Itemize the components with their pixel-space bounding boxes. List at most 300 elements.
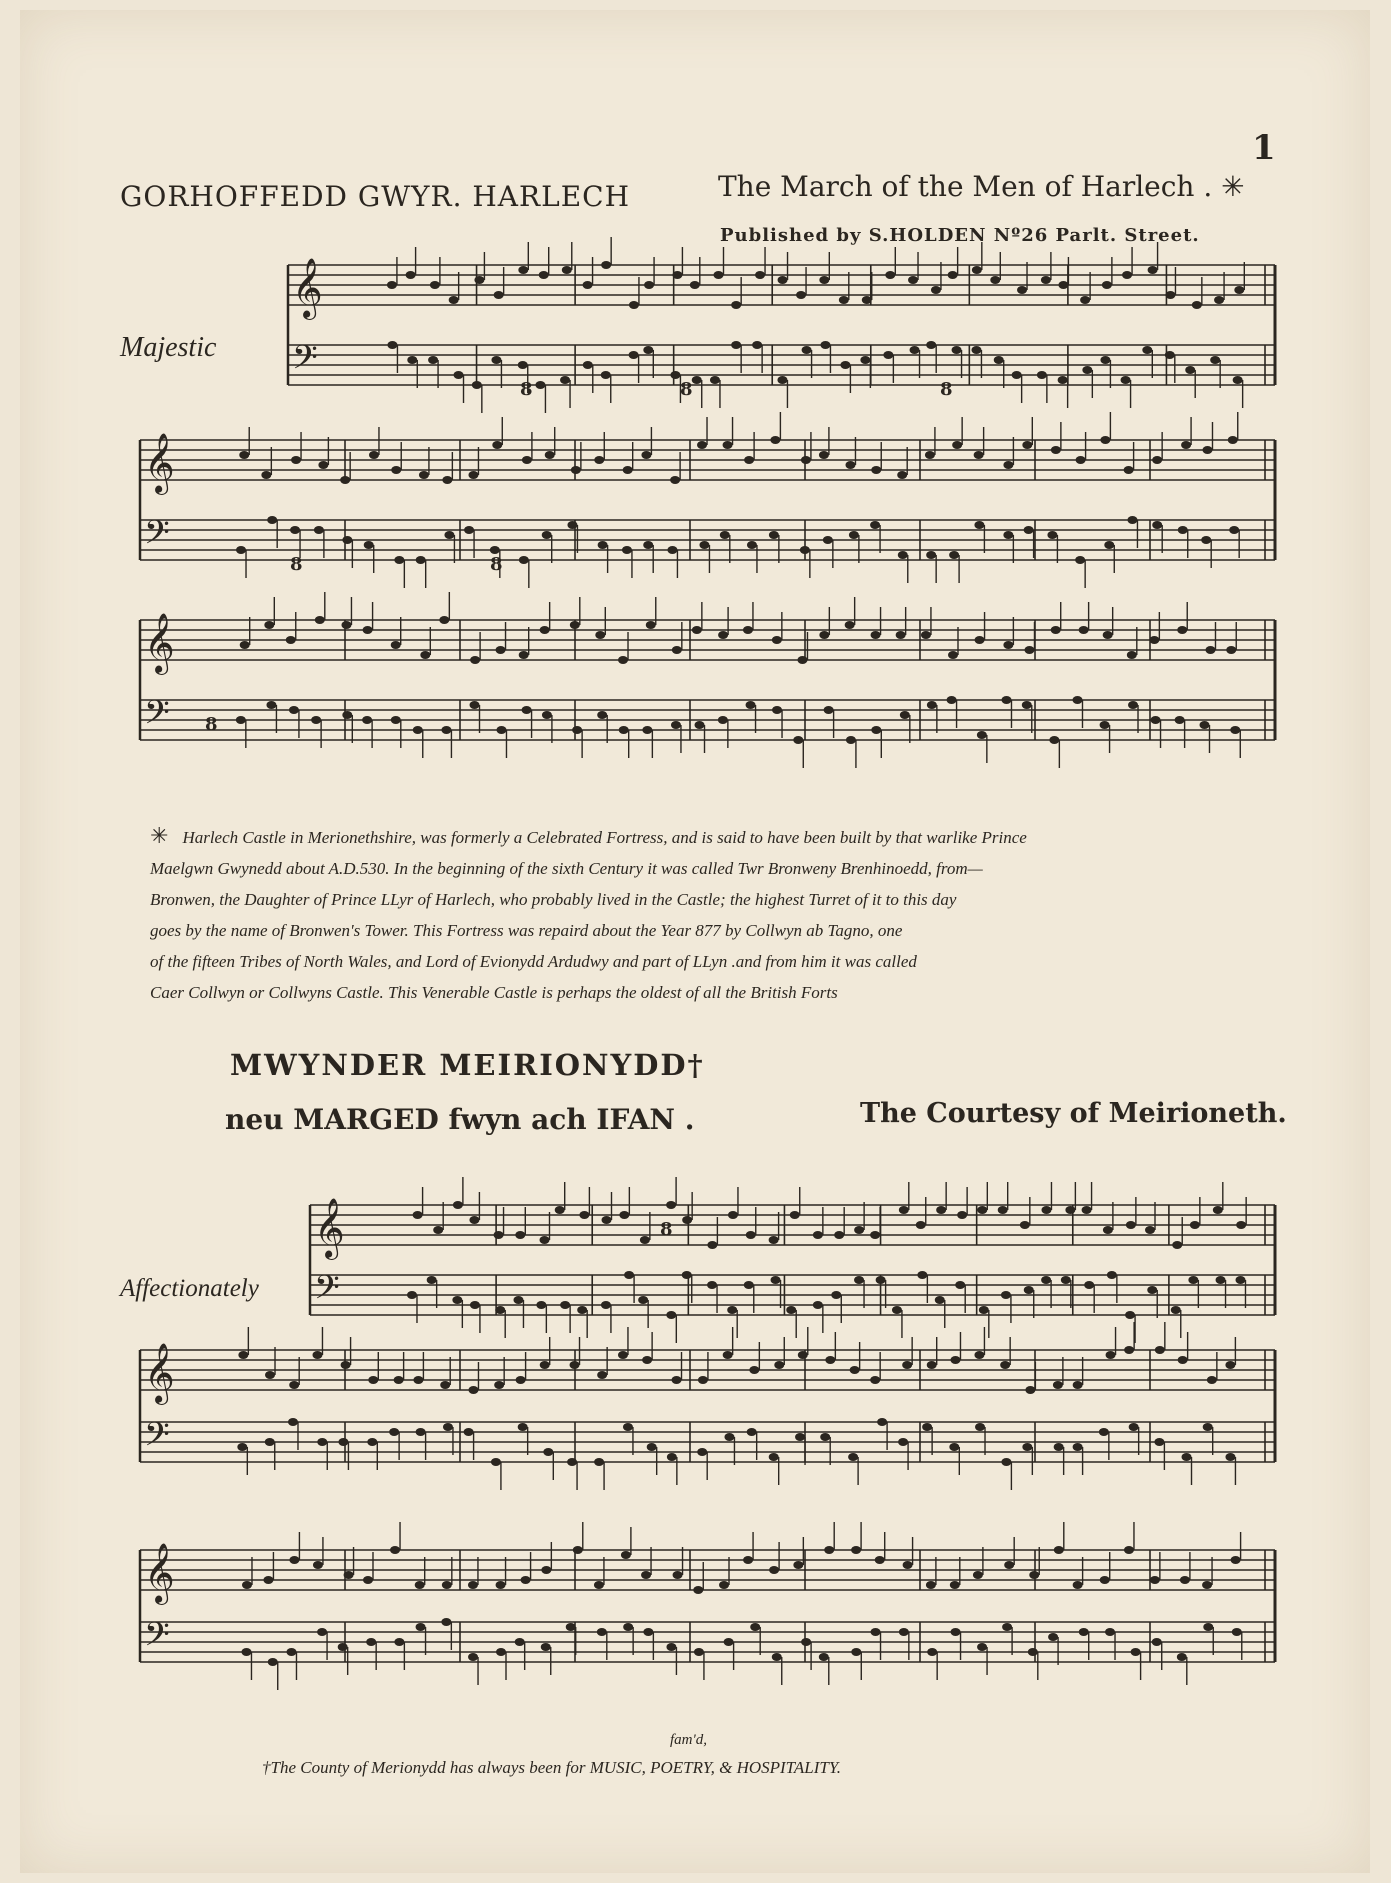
notehead bbox=[896, 631, 906, 639]
notehead bbox=[870, 1231, 880, 1239]
notehead bbox=[642, 1356, 652, 1364]
notehead bbox=[619, 1211, 629, 1219]
notehead bbox=[1207, 1376, 1217, 1384]
notehead bbox=[883, 351, 893, 359]
notehead bbox=[840, 361, 850, 369]
notehead bbox=[237, 1443, 247, 1451]
notehead bbox=[543, 1448, 553, 1456]
welsh-title: GORHOFFEDD GWYR. HARLECH bbox=[120, 180, 630, 213]
footnote-line: of the fifteen Tribes of North Wales, and Lord of Evionydd Ardudwy and part of LLyn .and from him it was called bbox=[150, 952, 917, 971]
notehead bbox=[594, 456, 604, 464]
notehead bbox=[643, 541, 653, 549]
notehead bbox=[545, 451, 555, 459]
notehead bbox=[697, 1448, 707, 1456]
notehead bbox=[1076, 456, 1086, 464]
notehead bbox=[577, 1306, 587, 1314]
notehead bbox=[990, 276, 1000, 284]
notehead bbox=[289, 1381, 299, 1389]
notehead bbox=[1128, 701, 1138, 709]
notehead bbox=[862, 296, 872, 304]
notehead bbox=[440, 1381, 450, 1389]
notehead bbox=[719, 1581, 729, 1589]
notehead bbox=[1002, 1623, 1012, 1631]
notehead bbox=[496, 1581, 506, 1589]
notehead bbox=[1100, 1576, 1110, 1584]
notehead bbox=[1202, 1581, 1212, 1589]
notehead bbox=[718, 631, 728, 639]
footnote-line: Bronwen, the Daughter of Prince LLyr of Harlech, who probably lived in the Castle; the highest Turret of it to this day bbox=[150, 890, 957, 909]
notehead bbox=[793, 736, 803, 744]
notehead bbox=[496, 1648, 506, 1656]
notehead bbox=[567, 1458, 577, 1466]
notehead bbox=[1148, 266, 1158, 274]
notehead bbox=[416, 1428, 426, 1436]
notehead bbox=[641, 451, 651, 459]
tempo-marking-affectionately: Affectionately bbox=[120, 1275, 259, 1302]
notehead bbox=[340, 476, 350, 484]
notehead bbox=[1152, 1638, 1162, 1646]
notehead bbox=[453, 1201, 463, 1209]
notehead bbox=[638, 1296, 648, 1304]
notehead bbox=[433, 1226, 443, 1234]
notehead bbox=[1165, 291, 1175, 299]
notehead bbox=[494, 291, 504, 299]
notehead bbox=[728, 1211, 738, 1219]
notehead bbox=[972, 266, 982, 274]
notehead bbox=[850, 1366, 860, 1374]
notehead bbox=[415, 1581, 425, 1589]
notehead bbox=[265, 1438, 275, 1446]
notehead bbox=[898, 551, 908, 559]
notehead bbox=[601, 261, 611, 269]
notehead bbox=[1082, 366, 1092, 374]
notehead bbox=[1100, 356, 1110, 364]
notehead bbox=[1205, 646, 1215, 654]
notehead bbox=[601, 371, 611, 379]
notehead bbox=[468, 1386, 478, 1394]
notehead bbox=[1127, 651, 1137, 659]
notehead bbox=[562, 266, 572, 274]
notehead bbox=[935, 1296, 945, 1304]
notehead bbox=[491, 1458, 501, 1466]
notehead bbox=[472, 381, 482, 389]
notehead bbox=[749, 1366, 759, 1374]
notehead bbox=[1061, 1276, 1071, 1284]
notehead bbox=[916, 1221, 926, 1229]
notehead bbox=[1054, 1443, 1064, 1451]
notehead bbox=[407, 1291, 417, 1299]
notehead bbox=[602, 1216, 612, 1224]
notehead bbox=[369, 451, 379, 459]
notehead bbox=[1232, 1628, 1242, 1636]
notehead bbox=[695, 721, 705, 729]
notehead bbox=[876, 1276, 886, 1284]
notehead bbox=[973, 1571, 983, 1579]
notehead bbox=[790, 1211, 800, 1219]
notehead bbox=[1084, 1281, 1094, 1289]
notehead bbox=[1037, 371, 1047, 379]
notehead bbox=[802, 346, 812, 354]
notehead bbox=[724, 1433, 734, 1441]
notehead bbox=[1048, 1633, 1058, 1641]
notehead bbox=[795, 1433, 805, 1441]
notehead bbox=[567, 521, 577, 529]
notehead bbox=[598, 541, 608, 549]
notehead bbox=[926, 551, 936, 559]
notehead bbox=[342, 536, 352, 544]
notehead bbox=[1080, 296, 1090, 304]
notehead bbox=[238, 1351, 248, 1359]
notehead bbox=[1199, 721, 1209, 729]
bass-clef: 𝄢 bbox=[144, 514, 170, 560]
notehead bbox=[698, 1376, 708, 1384]
notehead bbox=[513, 1296, 523, 1304]
notehead bbox=[1171, 1306, 1181, 1314]
notehead bbox=[470, 701, 480, 709]
notehead bbox=[1105, 1628, 1115, 1636]
notehead bbox=[897, 471, 907, 479]
notehead bbox=[692, 626, 702, 634]
notehead bbox=[870, 1376, 880, 1384]
notehead bbox=[387, 341, 397, 349]
notehead bbox=[1150, 1576, 1160, 1584]
notehead bbox=[1049, 736, 1059, 744]
notehead bbox=[1177, 1653, 1187, 1661]
notehead bbox=[1003, 461, 1013, 469]
notehead bbox=[1017, 286, 1027, 294]
notehead bbox=[1103, 1226, 1113, 1234]
notehead bbox=[1054, 1546, 1064, 1554]
notehead bbox=[927, 1648, 937, 1656]
notehead bbox=[597, 1371, 607, 1379]
notehead bbox=[910, 346, 920, 354]
notehead bbox=[406, 271, 416, 279]
notehead bbox=[820, 1433, 830, 1441]
notehead bbox=[1102, 281, 1112, 289]
treble-clef: 𝄞 bbox=[314, 1198, 345, 1258]
notehead bbox=[416, 556, 426, 564]
notehead bbox=[468, 471, 478, 479]
notehead bbox=[1151, 716, 1161, 724]
notehead bbox=[387, 281, 397, 289]
notehead bbox=[899, 1628, 909, 1636]
notehead bbox=[1226, 646, 1236, 654]
notehead bbox=[694, 1648, 704, 1656]
notehead bbox=[1075, 556, 1085, 564]
notehead bbox=[597, 711, 607, 719]
notehead bbox=[902, 1361, 912, 1369]
notehead bbox=[1073, 1443, 1083, 1451]
notehead bbox=[413, 726, 423, 734]
notehead bbox=[1129, 1423, 1139, 1431]
notehead bbox=[1028, 1648, 1038, 1656]
footnote-line: Caer Collwyn or Collwyns Castle. This Venerable Castle is perhaps the oldest of all the British Forts bbox=[150, 983, 838, 1002]
notehead bbox=[977, 1643, 987, 1651]
notehead bbox=[1202, 446, 1212, 454]
notehead bbox=[342, 711, 352, 719]
notehead bbox=[851, 1648, 861, 1656]
notehead bbox=[1001, 1458, 1011, 1466]
notehead bbox=[1145, 1226, 1155, 1234]
bottom-dagger-note: †The County of Merionydd has always been for MUSIC, POETRY, & HOSPITALITY. bbox=[262, 1758, 841, 1777]
treble-clef: 𝄞 bbox=[144, 433, 175, 493]
notehead bbox=[823, 536, 833, 544]
notehead bbox=[430, 281, 440, 289]
notehead bbox=[1185, 366, 1195, 374]
notehead bbox=[629, 351, 639, 359]
notehead bbox=[291, 456, 301, 464]
ottava-mark: 8 bbox=[680, 379, 693, 400]
notehead bbox=[643, 346, 653, 354]
notehead bbox=[391, 641, 401, 649]
notehead bbox=[871, 726, 881, 734]
notehead bbox=[903, 1561, 913, 1569]
notehead bbox=[1051, 446, 1061, 454]
notehead bbox=[541, 1643, 551, 1651]
notehead bbox=[1172, 1241, 1182, 1249]
notehead bbox=[266, 701, 276, 709]
notehead bbox=[518, 361, 528, 369]
footnote-asterisk: ✳ bbox=[150, 823, 169, 848]
notehead bbox=[667, 546, 677, 554]
notehead bbox=[344, 1571, 354, 1579]
notehead bbox=[621, 1551, 631, 1559]
notehead bbox=[723, 1351, 733, 1359]
notehead bbox=[444, 531, 454, 539]
notehead bbox=[744, 1281, 754, 1289]
notehead bbox=[922, 1423, 932, 1431]
notehead bbox=[899, 1206, 909, 1214]
notehead bbox=[824, 1546, 834, 1554]
notehead bbox=[516, 1376, 526, 1384]
notehead bbox=[1024, 526, 1034, 534]
ottava-mark: 8 bbox=[290, 554, 303, 575]
notehead bbox=[727, 1306, 737, 1314]
treble-clef: 𝄞 bbox=[144, 613, 175, 673]
notehead bbox=[242, 1581, 252, 1589]
notehead bbox=[927, 1361, 937, 1369]
notehead bbox=[1231, 1556, 1241, 1564]
notehead bbox=[263, 1576, 273, 1584]
notehead bbox=[1022, 1443, 1032, 1451]
notehead bbox=[871, 466, 881, 474]
notehead bbox=[540, 626, 550, 634]
notehead bbox=[772, 1653, 782, 1661]
notehead bbox=[672, 1376, 682, 1384]
notehead bbox=[1079, 626, 1089, 634]
notehead bbox=[427, 1276, 437, 1284]
notehead bbox=[977, 1206, 987, 1214]
notehead bbox=[518, 1423, 528, 1431]
notehead bbox=[774, 1361, 784, 1369]
notehead bbox=[1041, 276, 1051, 284]
notehead bbox=[540, 1361, 550, 1369]
notehead bbox=[692, 376, 702, 384]
notehead bbox=[1165, 351, 1175, 359]
notehead bbox=[1125, 1311, 1135, 1319]
notehead bbox=[672, 646, 682, 654]
notehead bbox=[464, 526, 474, 534]
notehead bbox=[950, 1581, 960, 1589]
notehead bbox=[871, 631, 881, 639]
english-title-text: The March of the Men of Harlech . bbox=[718, 170, 1213, 203]
notehead bbox=[931, 286, 941, 294]
notehead bbox=[1188, 1276, 1198, 1284]
notehead bbox=[1003, 531, 1013, 539]
notehead bbox=[1233, 376, 1243, 384]
notehead bbox=[974, 1351, 984, 1359]
notehead bbox=[1106, 1351, 1116, 1359]
treble-clef: 𝄞 bbox=[144, 1343, 175, 1403]
notehead bbox=[1124, 1546, 1134, 1554]
section2-title: MWYNDER MEIRIONYDD† bbox=[230, 1048, 705, 1082]
notehead bbox=[1235, 1276, 1245, 1284]
notehead bbox=[750, 1623, 760, 1631]
notehead bbox=[713, 271, 723, 279]
notehead bbox=[452, 1296, 462, 1304]
notehead bbox=[623, 1623, 633, 1631]
notehead bbox=[367, 1438, 377, 1446]
notehead bbox=[994, 356, 1004, 364]
notehead bbox=[801, 456, 811, 464]
notehead bbox=[539, 271, 549, 279]
notehead bbox=[977, 731, 987, 739]
notehead bbox=[671, 721, 681, 729]
notehead bbox=[948, 651, 958, 659]
ottava-mark: 8 bbox=[490, 554, 503, 575]
notehead bbox=[871, 1628, 881, 1636]
notehead bbox=[672, 271, 682, 279]
notehead bbox=[496, 726, 506, 734]
notehead bbox=[885, 271, 895, 279]
notehead bbox=[744, 456, 754, 464]
notehead bbox=[1073, 1581, 1083, 1589]
notehead bbox=[318, 461, 328, 469]
notehead bbox=[515, 1231, 525, 1239]
notehead bbox=[1228, 436, 1238, 444]
notehead bbox=[640, 1236, 650, 1244]
notehead bbox=[539, 1236, 549, 1244]
notehead bbox=[595, 631, 605, 639]
notehead bbox=[682, 1271, 692, 1279]
notehead bbox=[707, 1281, 717, 1289]
notehead bbox=[601, 1301, 611, 1309]
notehead bbox=[341, 621, 351, 629]
notehead bbox=[1180, 1576, 1190, 1584]
notehead bbox=[975, 1423, 985, 1431]
notehead bbox=[1147, 1286, 1157, 1294]
notehead bbox=[317, 1438, 327, 1446]
notehead bbox=[1126, 1221, 1136, 1229]
notehead bbox=[825, 1356, 835, 1364]
notehead bbox=[926, 341, 936, 349]
notehead bbox=[898, 1438, 908, 1446]
notehead bbox=[699, 541, 709, 549]
notehead bbox=[667, 1453, 677, 1461]
notehead bbox=[368, 1376, 378, 1384]
notehead bbox=[413, 1376, 423, 1384]
notehead bbox=[831, 1291, 841, 1299]
notehead bbox=[389, 1428, 399, 1436]
notehead bbox=[470, 656, 480, 664]
notehead bbox=[1203, 1423, 1213, 1431]
notehead bbox=[496, 646, 506, 654]
notehead bbox=[468, 1581, 478, 1589]
notehead bbox=[1099, 1428, 1109, 1436]
notehead bbox=[519, 651, 529, 659]
notehead bbox=[289, 1556, 299, 1564]
notehead bbox=[1216, 1276, 1226, 1284]
notehead bbox=[571, 466, 581, 474]
notehead bbox=[1192, 301, 1202, 309]
notehead bbox=[454, 371, 464, 379]
notehead bbox=[522, 456, 532, 464]
notehead bbox=[366, 1638, 376, 1646]
notehead bbox=[1124, 466, 1134, 474]
notehead bbox=[1149, 636, 1159, 644]
notehead bbox=[731, 341, 741, 349]
notehead bbox=[770, 436, 780, 444]
notehead bbox=[449, 296, 459, 304]
notehead bbox=[311, 716, 321, 724]
notehead bbox=[849, 531, 859, 539]
notehead bbox=[673, 1571, 683, 1579]
notehead bbox=[771, 1276, 781, 1284]
notehead bbox=[925, 451, 935, 459]
notehead bbox=[951, 1628, 961, 1636]
notehead bbox=[495, 1306, 505, 1314]
notehead bbox=[428, 356, 438, 364]
notehead bbox=[1152, 521, 1162, 529]
notehead bbox=[917, 1271, 927, 1279]
page-number: 1 bbox=[1252, 128, 1276, 168]
notehead bbox=[1053, 1381, 1063, 1389]
notehead bbox=[800, 546, 810, 554]
notehead bbox=[974, 451, 984, 459]
notehead bbox=[845, 461, 855, 469]
notehead bbox=[1131, 1648, 1141, 1656]
notehead bbox=[1178, 526, 1188, 534]
notehead bbox=[314, 526, 324, 534]
notehead bbox=[420, 651, 430, 659]
notehead bbox=[1225, 1453, 1235, 1461]
notehead bbox=[975, 636, 985, 644]
notehead bbox=[755, 271, 765, 279]
notehead bbox=[731, 301, 741, 309]
treble-clef: 𝄞 bbox=[144, 1543, 175, 1603]
notehead bbox=[1020, 1221, 1030, 1229]
bass-clef: 𝄢 bbox=[144, 1416, 170, 1462]
notehead bbox=[1058, 281, 1068, 289]
notehead bbox=[690, 281, 700, 289]
footnote-line: Maelgwn Gwynedd about A.D.530. In the beginning of the sixth Century it was called Twr Bronweny Brenhinoedd, from— bbox=[150, 859, 983, 878]
notehead bbox=[1152, 456, 1162, 464]
notehead bbox=[560, 376, 570, 384]
notehead bbox=[948, 271, 958, 279]
notehead bbox=[860, 356, 870, 364]
notehead bbox=[921, 631, 931, 639]
notehead bbox=[1225, 1361, 1235, 1369]
notehead bbox=[267, 516, 277, 524]
notehead bbox=[1154, 1438, 1164, 1446]
notehead bbox=[313, 1561, 323, 1569]
notehead bbox=[875, 1556, 885, 1564]
notehead bbox=[900, 711, 910, 719]
notehead bbox=[723, 441, 733, 449]
notehead bbox=[786, 1306, 796, 1314]
notehead bbox=[820, 341, 830, 349]
notehead bbox=[317, 1628, 327, 1636]
